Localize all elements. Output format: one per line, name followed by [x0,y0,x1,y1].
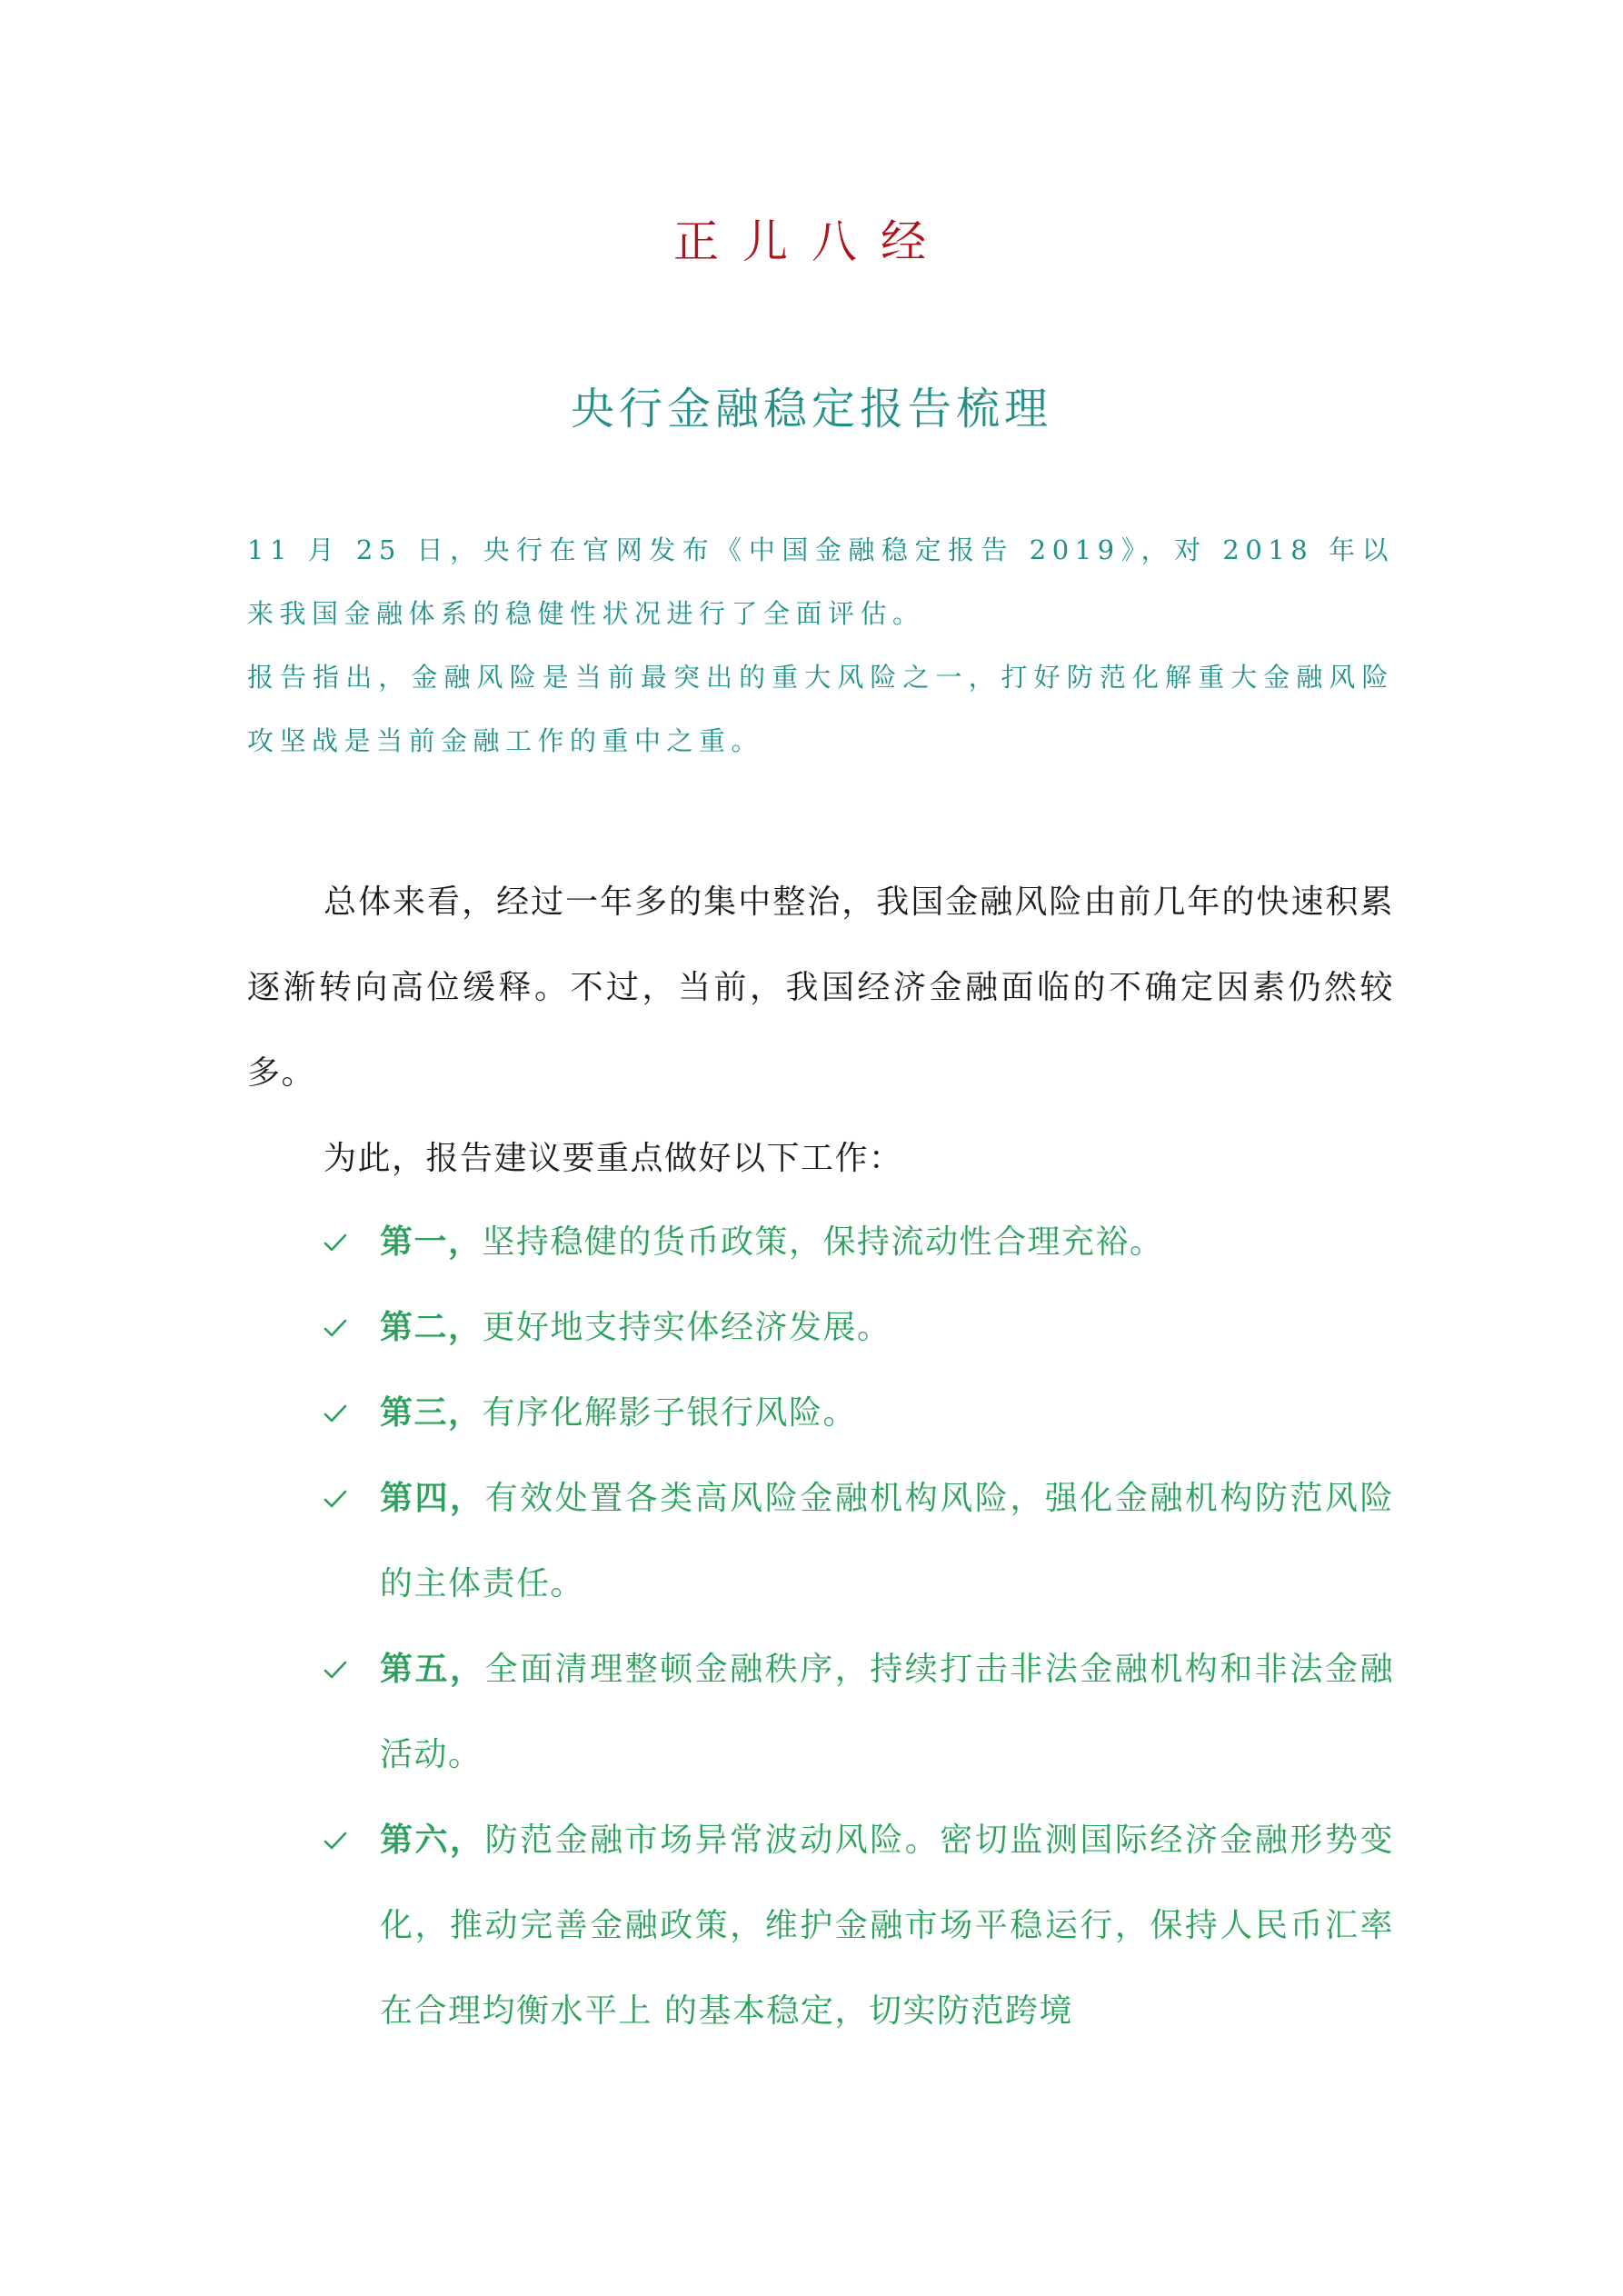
item-text: 有序化解影子银行风险。 [482,1394,858,1432]
list-item [247,1200,1394,1285]
recommendation-list [247,1200,1394,2054]
item-text: 坚持稳健的货币政策，保持流动性合理充裕。 [482,1223,1164,1261]
check-icon [324,1798,360,1883]
item-heading: 第一， [380,1223,483,1261]
item-text: 更好地支持实体经济发展。 [482,1309,891,1346]
intro-paragraph: 11 月 25 日，央行在官网发布《中国金融稳定报告 2019》，对 2018 年以来我国金融体系的稳健性状况进行了全面评估。 [247,534,1394,629]
item-text: 有效处置各类高风险金融机构风险，强化金融机构防范风险的主体责任。 [380,1480,1394,1602]
check-icon [324,1456,360,1542]
intro-block [247,518,1394,773]
check-icon [324,1627,360,1712]
check-icon [324,1371,360,1456]
check-icon [324,1285,360,1371]
list-item [247,1798,1394,2054]
check-icon [324,1200,360,1285]
brand-heading: 正儿八经 [673,215,950,268]
item-heading: 第六， [380,1822,485,1859]
item-text: 全面清理整顿金融秩序，持续打击非法金融机构和非法金融活动。 [380,1651,1394,1773]
list-item [247,1285,1394,1371]
body-block [247,860,1394,1202]
page-title: 央行金融稳定报告梳理 [570,384,1052,434]
list-item [247,1371,1394,1456]
list-item [247,1627,1394,1798]
intro-paragraph: 报告指出，金融风险是当前最突出的重大风险之一，打好防范化解重大金融风险攻坚战是当前金融工作的重中之重。 [247,662,1394,756]
item-heading: 第三， [380,1394,483,1432]
body-paragraph: 总体来看，经过一年多的集中整治，我国金融风险由前几年的快速积累逐渐转向高位缓释。不过，当前，我国经济金融面临的不确定因素仍然较多。 [247,883,1394,1092]
item-heading: 第二， [380,1309,483,1346]
item-heading: 第四， [380,1480,485,1517]
list-item [247,1456,1394,1627]
item-heading: 第五， [380,1651,485,1688]
item-text: 防范金融市场异常波动风险。密切监测国际经济金融形势变化，推动完善金融政策，维护金融市场平稳运行，保持人民币汇率在合理均衡水平上 的基本稳定，切实防范跨境 [380,1822,1394,2030]
body-paragraph: 为此，报告建议要重点做好以下工作： [324,1140,903,1177]
